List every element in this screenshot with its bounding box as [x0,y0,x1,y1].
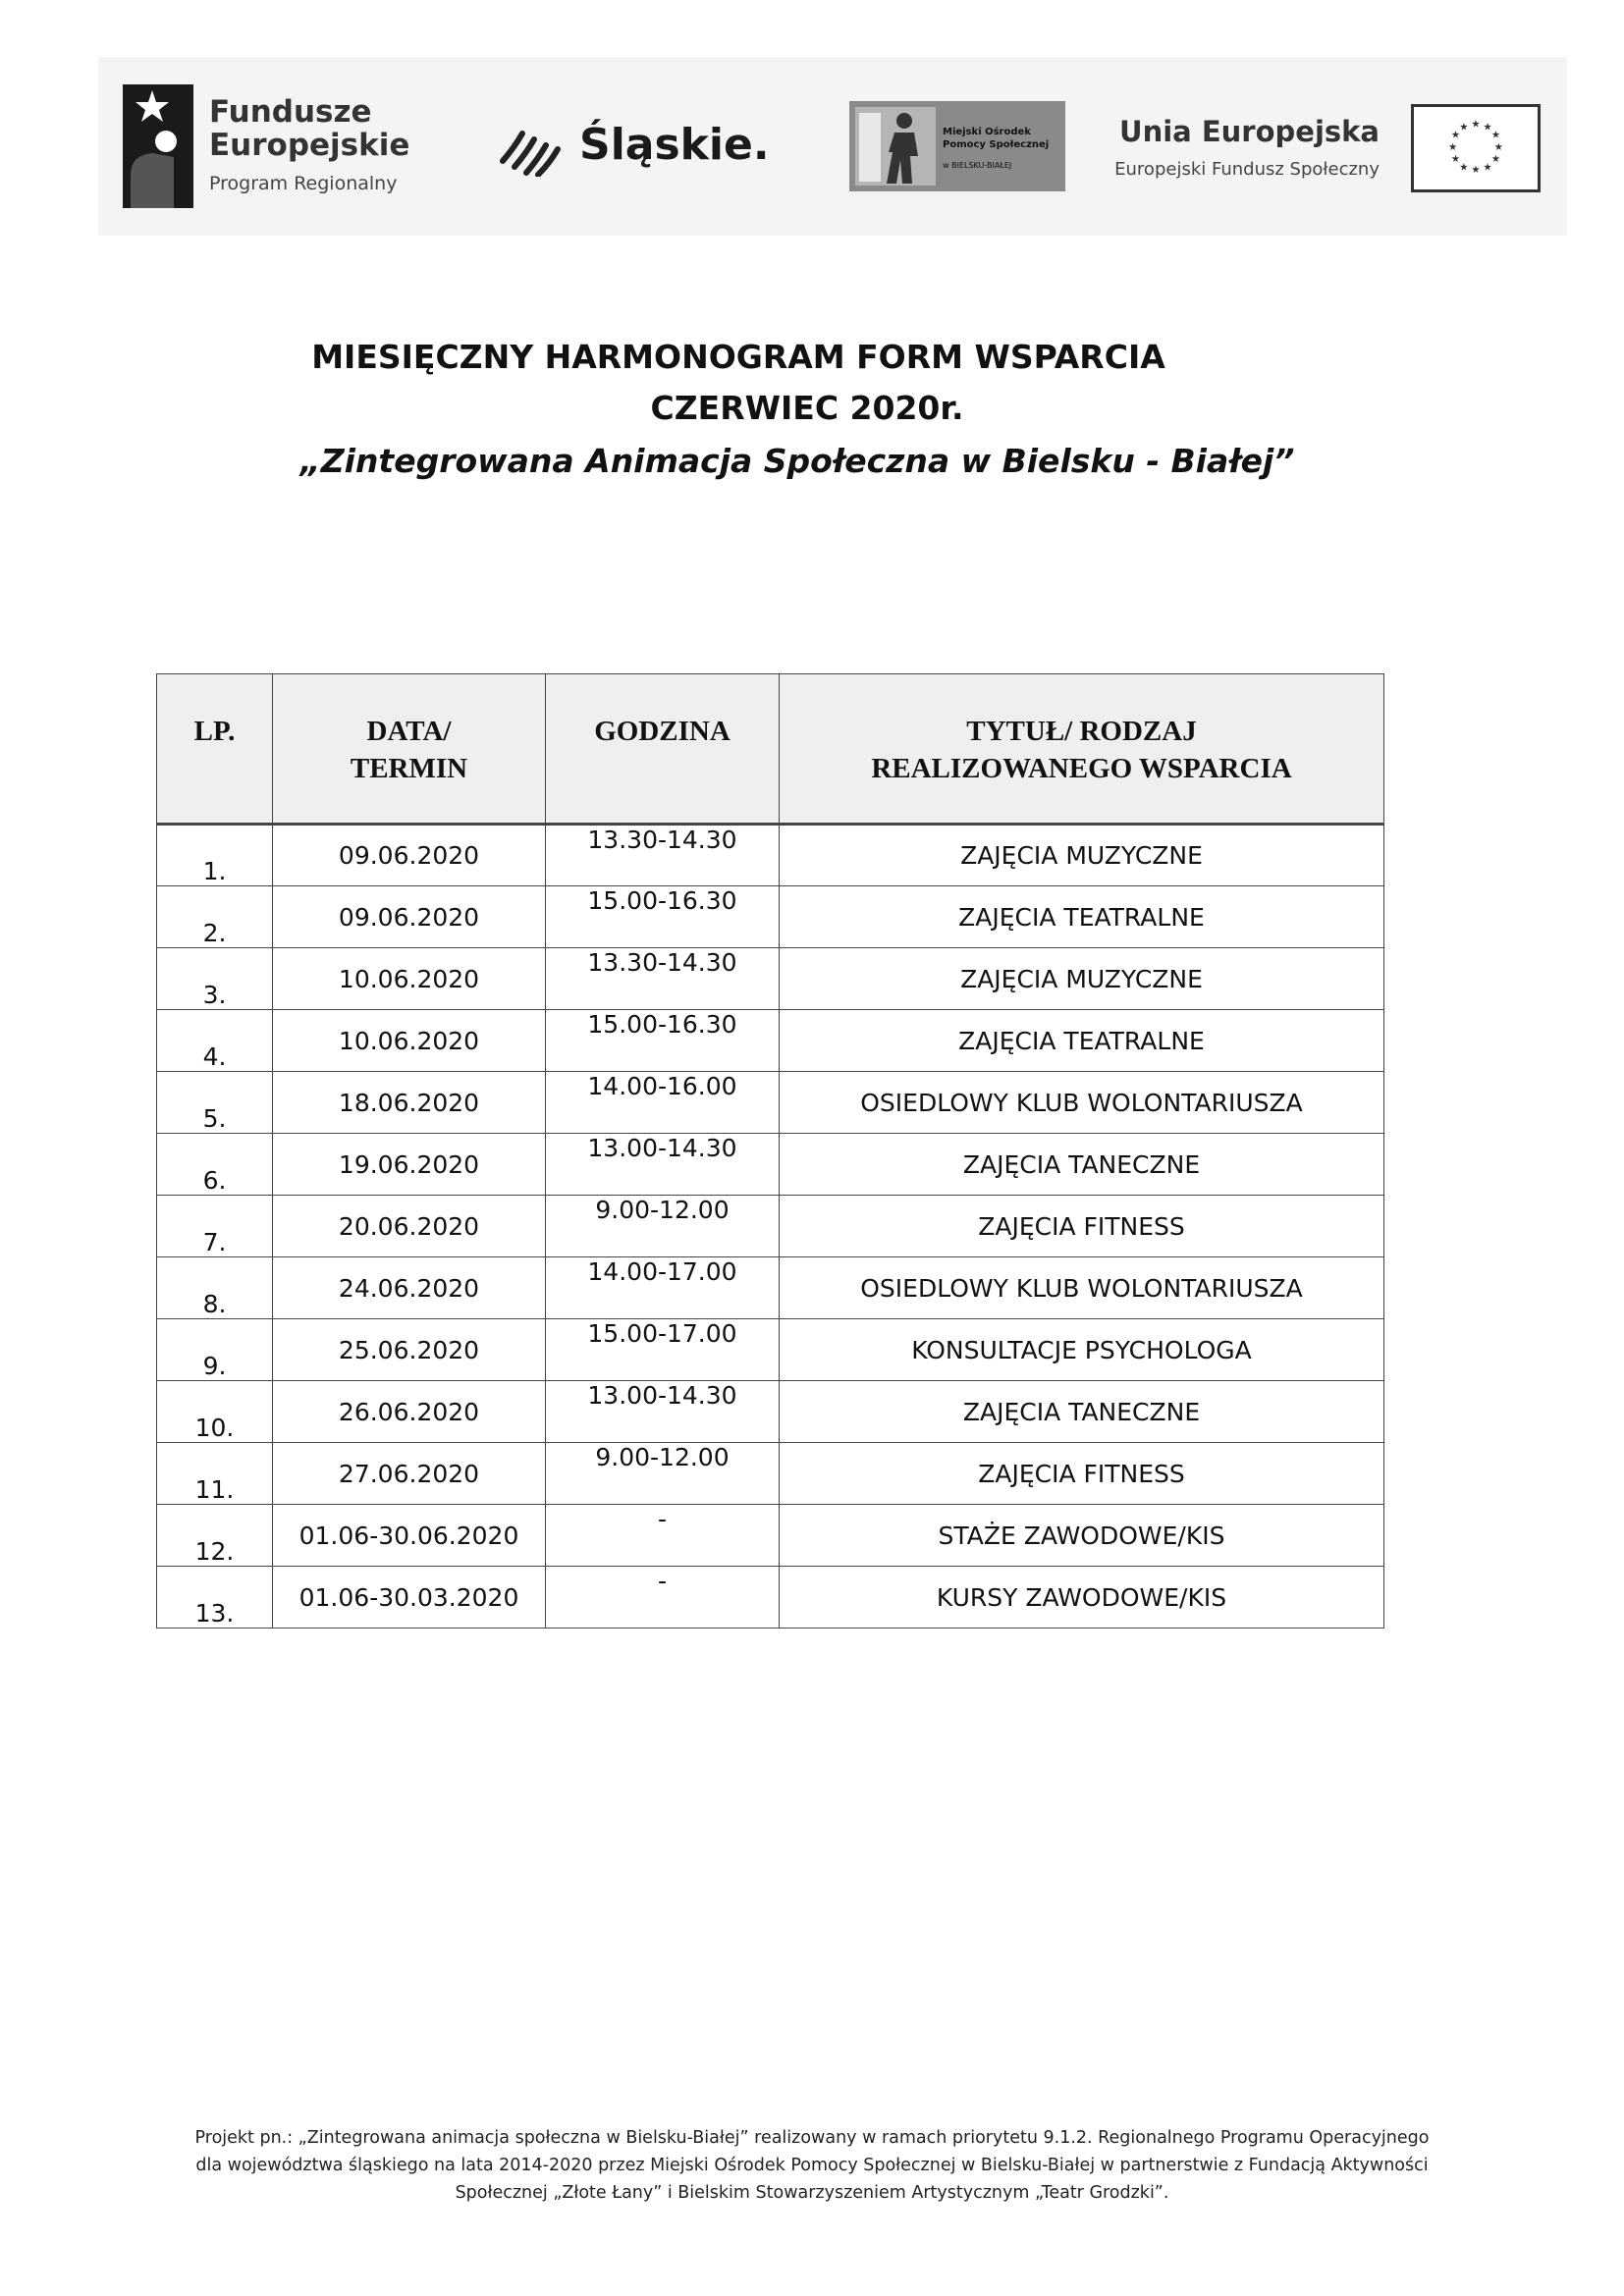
slaskie-logo [499,118,770,187]
footer [98,2124,1526,2207]
cell-lp: 5. [157,1072,273,1134]
schedule-table [156,673,1384,1629]
cell-title: ZAJĘCIA FITNESS [780,1196,1384,1257]
table-row [157,1134,1384,1196]
svg-text:★: ★ [1493,140,1503,153]
cell-time: 14.00-17.00 [546,1257,780,1319]
cell-time: 9.00-12.00 [546,1196,780,1257]
cell-lp: 6. [157,1134,273,1196]
fundusze-line1: Fundusze [209,94,372,130]
cell-lp: 3. [157,948,273,1010]
table-row [157,1010,1384,1072]
cell-title: KONSULTACJE PSYCHOLOGA [780,1319,1384,1381]
cell-lp: 7. [157,1196,273,1257]
table-row [157,1443,1384,1505]
svg-text:★: ★ [1483,121,1492,133]
svg-text:★: ★ [1459,161,1469,174]
table-row [157,948,1384,1010]
table-row [157,1319,1384,1381]
cell-date: 18.06.2020 [273,1072,546,1134]
cell-date: 01.06-30.03.2020 [273,1567,546,1629]
cell-time: - [546,1567,780,1629]
table-row [157,1072,1384,1134]
cell-title: ZAJĘCIA TEATRALNE [780,886,1384,948]
cell-lp: 1. [157,825,273,886]
footer-line1: Projekt pn.: „Zintegrowana animacja społeczna w Bielsku-Białej” realizowany w ramach priorytetu 9.1.2. Regionalnego Programu Operacyjnego [194,2128,1430,2148]
fundusze-europejskie-logo [123,84,417,212]
cell-lp: 13. [157,1567,273,1629]
svg-text:★: ★ [1448,140,1458,153]
fundusze-line3: Program Regionalny [209,173,398,194]
cell-time: 13.30-14.30 [546,825,780,886]
svg-text:★: ★ [1450,129,1461,141]
fundusze-europejskie-mark-icon [123,84,193,208]
cell-title: ZAJĘCIA TEATRALNE [780,1010,1384,1072]
cell-lp: 10. [157,1381,273,1443]
cell-time: 9.00-12.00 [546,1443,780,1505]
ue-line1: Unia Europejska [1119,115,1380,148]
table-row [157,1505,1384,1567]
cell-title: STAŻE ZAWODOWE/KIS [780,1505,1384,1567]
ue-line2: Europejski Fundusz Społeczny [1114,159,1380,180]
cell-time: 15.00-16.30 [546,886,780,948]
project-name: „Zintegrowana Animacja Społeczna w Bielsku - Białej” [299,442,1295,480]
table-row [157,886,1384,948]
footer-line3: Społecznej „Złote Łany” i Bielskim Stowarzyszeniem Artystycznym „Teatr Grodzki”. [455,2183,1169,2203]
cell-time: 14.00-16.00 [546,1072,780,1134]
cell-title: ZAJĘCIA MUZYCZNE [780,948,1384,1010]
mops-figure-icon [855,107,936,186]
svg-text:★: ★ [1490,153,1501,165]
cell-date: 09.06.2020 [273,825,546,886]
mops-logo [849,101,1065,191]
header-title-line2: REALIZOWANEGO WSPARCIA [871,753,1292,784]
table-row [157,1196,1384,1257]
svg-text:★: ★ [1459,121,1469,133]
cell-title: ZAJĘCIA FITNESS [780,1443,1384,1505]
header-time-text: GODZINA [594,716,731,747]
cell-title: OSIEDLOWY KLUB WOLONTARIUSZA [780,1257,1384,1319]
footer-line2: dla województwa śląskiego na lata 2014-2020 przez Miejski Ośrodek Pomocy Społecznej w Bielsku-Białej w partnerstwie z Fundacją Aktywności [195,2156,1429,2175]
slaskie-text: Śląskie. [579,120,770,170]
cell-time: 15.00-16.30 [546,1010,780,1072]
cell-time: - [546,1505,780,1567]
cell-title: ZAJĘCIA MUZYCZNE [780,825,1384,886]
eu-flag [1411,104,1541,192]
svg-text:★: ★ [1483,161,1492,174]
cell-date: 10.06.2020 [273,1010,546,1072]
cell-date: 09.06.2020 [273,886,546,948]
table-header-row [157,674,1384,825]
header-lp-text: LP. [193,716,236,747]
header-date-line2: TERMIN [350,753,468,784]
cell-time: 13.30-14.30 [546,948,780,1010]
logo-banner [98,57,1567,236]
mops-line1 [943,127,1049,151]
mops-line2-text: Pomocy Społecznej [943,138,1050,150]
cell-date: 27.06.2020 [273,1443,546,1505]
mops-line3: w BIELSKU-BIAŁEJ [943,161,1012,170]
table-row [157,1567,1384,1629]
cell-date: 01.06-30.06.2020 [273,1505,546,1567]
header-date-line1: DATA/ [366,716,452,747]
cell-time: 15.00-17.00 [546,1319,780,1381]
svg-text:★: ★ [1471,164,1481,177]
header-date [273,674,546,825]
mops-line1-text: Miejski Ośrodek [943,127,1031,137]
slaskie-waves-icon [499,118,568,177]
svg-text:★: ★ [1471,118,1481,131]
cell-title: OSIEDLOWY KLUB WOLONTARIUSZA [780,1072,1384,1134]
fundusze-line2: Europejskie [209,128,410,163]
unia-europejska-logo [1095,115,1380,196]
cell-title: KURSY ZAWODOWE/KIS [780,1567,1384,1629]
cell-date: 19.06.2020 [273,1134,546,1196]
cell-lp: 9. [157,1319,273,1381]
header-title [780,674,1384,825]
cell-date: 25.06.2020 [273,1319,546,1381]
document-month: CZERWIEC 2020r. [650,389,964,427]
document-title: MIESIĘCZNY HARMONOGRAM FORM WSPARCIA [311,338,1165,376]
header-time [546,674,780,825]
cell-time: 13.00-14.30 [546,1134,780,1196]
cell-lp: 4. [157,1010,273,1072]
cell-date: 26.06.2020 [273,1381,546,1443]
header-lp [157,674,273,825]
cell-lp: 11. [157,1443,273,1505]
cell-time: 13.00-14.30 [546,1381,780,1443]
svg-text:★: ★ [1490,129,1501,141]
header-title-line1: TYTUŁ/ RODZAJ [966,716,1197,747]
cell-title: ZAJĘCIA TANECZNE [780,1381,1384,1443]
cell-title: ZAJĘCIA TANECZNE [780,1134,1384,1196]
cell-lp: 8. [157,1257,273,1319]
table-row [157,1381,1384,1443]
cell-lp: 12. [157,1505,273,1567]
table-row [157,825,1384,886]
eu-stars-icon [1414,107,1538,189]
cell-lp: 2. [157,886,273,948]
cell-date: 20.06.2020 [273,1196,546,1257]
cell-date: 24.06.2020 [273,1257,546,1319]
cell-date: 10.06.2020 [273,948,546,1010]
svg-text:★: ★ [1450,153,1461,165]
table-row [157,1257,1384,1319]
